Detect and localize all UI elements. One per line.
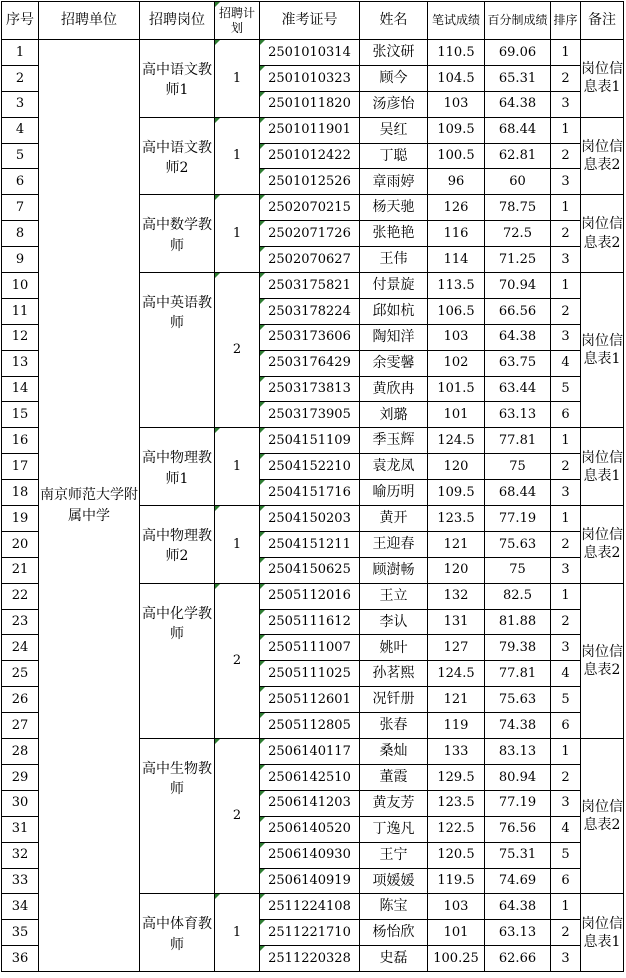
percent-cell: 75.63 bbox=[485, 687, 551, 713]
rank-cell: 1 bbox=[551, 506, 581, 532]
seq-cell: 32 bbox=[2, 842, 39, 868]
percent-cell: 77.81 bbox=[485, 428, 551, 454]
seq-cell: 15 bbox=[2, 402, 39, 428]
post-cell: 高中生物教师 bbox=[140, 739, 215, 894]
seq-cell: 31 bbox=[2, 816, 39, 842]
ticket-cell: 2504150625 bbox=[260, 557, 360, 583]
ticket-cell: 2501011901 bbox=[260, 117, 360, 143]
header-seq: 序号 bbox=[2, 2, 39, 40]
percent-cell: 75 bbox=[485, 557, 551, 583]
written-cell: 109.5 bbox=[428, 117, 485, 143]
written-cell: 114 bbox=[428, 247, 485, 273]
ticket-cell: 2506140117 bbox=[260, 739, 360, 765]
percent-cell: 63.44 bbox=[485, 376, 551, 402]
ticket-cell: 2503176429 bbox=[260, 350, 360, 376]
rank-cell: 6 bbox=[551, 713, 581, 739]
ticket-cell: 2506142510 bbox=[260, 764, 360, 790]
name-cell: 丁聪 bbox=[360, 143, 428, 169]
written-cell: 100.25 bbox=[428, 946, 485, 972]
header-rank: 排序 bbox=[551, 2, 581, 40]
rank-cell: 5 bbox=[551, 376, 581, 402]
ticket-cell: 2505112016 bbox=[260, 583, 360, 609]
plan-cell: 2 bbox=[215, 273, 260, 428]
written-cell: 119 bbox=[428, 713, 485, 739]
header-plan: 招聘计划 bbox=[215, 2, 260, 40]
note-cell: 岗位信息表1 bbox=[581, 273, 624, 428]
seq-cell: 8 bbox=[2, 221, 39, 247]
seq-cell: 20 bbox=[2, 531, 39, 557]
header-unit: 招聘单位 bbox=[39, 2, 140, 40]
percent-cell: 75.31 bbox=[485, 842, 551, 868]
percent-cell: 79.38 bbox=[485, 635, 551, 661]
note-cell: 岗位信息表2 bbox=[581, 583, 624, 738]
seq-cell: 25 bbox=[2, 661, 39, 687]
name-cell: 邱如杭 bbox=[360, 298, 428, 324]
written-cell: 101 bbox=[428, 920, 485, 946]
seq-cell: 6 bbox=[2, 169, 39, 195]
rank-cell: 3 bbox=[551, 169, 581, 195]
rank-cell: 2 bbox=[551, 221, 581, 247]
ticket-cell: 2502070215 bbox=[260, 195, 360, 221]
written-cell: 122.5 bbox=[428, 816, 485, 842]
name-cell: 张艳艳 bbox=[360, 221, 428, 247]
header-note: 备注 bbox=[581, 2, 624, 40]
rank-cell: 2 bbox=[551, 143, 581, 169]
seq-cell: 19 bbox=[2, 506, 39, 532]
written-cell: 113.5 bbox=[428, 273, 485, 299]
written-cell: 101.5 bbox=[428, 376, 485, 402]
seq-cell: 27 bbox=[2, 713, 39, 739]
percent-cell: 62.81 bbox=[485, 143, 551, 169]
name-cell: 王伟 bbox=[360, 247, 428, 273]
written-cell: 103 bbox=[428, 324, 485, 350]
seq-cell: 24 bbox=[2, 635, 39, 661]
rank-cell: 1 bbox=[551, 428, 581, 454]
seq-cell: 29 bbox=[2, 764, 39, 790]
post-cell: 高中物理教师2 bbox=[140, 506, 215, 584]
ticket-cell: 2504151716 bbox=[260, 480, 360, 506]
name-cell: 杨怡欣 bbox=[360, 920, 428, 946]
plan-cell: 1 bbox=[215, 40, 260, 118]
plan-cell: 1 bbox=[215, 428, 260, 506]
seq-cell: 14 bbox=[2, 376, 39, 402]
ticket-cell: 2502070627 bbox=[260, 247, 360, 273]
written-cell: 103 bbox=[428, 91, 485, 117]
note-cell: 岗位信息表1 bbox=[581, 40, 624, 118]
rank-cell: 3 bbox=[551, 557, 581, 583]
written-cell: 120.5 bbox=[428, 842, 485, 868]
name-cell: 王迎春 bbox=[360, 531, 428, 557]
rank-cell: 4 bbox=[551, 816, 581, 842]
post-cell: 高中体育教师 bbox=[140, 894, 215, 972]
written-cell: 123.5 bbox=[428, 790, 485, 816]
name-cell: 黄欣冉 bbox=[360, 376, 428, 402]
header-row bbox=[2, 2, 624, 40]
rank-cell: 6 bbox=[551, 868, 581, 894]
percent-cell: 70.94 bbox=[485, 273, 551, 299]
rank-cell: 4 bbox=[551, 350, 581, 376]
header-ticket: 准考证号 bbox=[260, 2, 360, 40]
plan-cell: 2 bbox=[215, 583, 260, 738]
percent-cell: 65.31 bbox=[485, 65, 551, 91]
percent-cell: 77.19 bbox=[485, 790, 551, 816]
name-cell: 董霞 bbox=[360, 764, 428, 790]
percent-cell: 64.38 bbox=[485, 91, 551, 117]
name-cell: 顾今 bbox=[360, 65, 428, 91]
written-cell: 126 bbox=[428, 195, 485, 221]
ticket-cell: 2504152210 bbox=[260, 454, 360, 480]
plan-cell: 2 bbox=[215, 739, 260, 894]
note-cell: 岗位信息表1 bbox=[581, 894, 624, 972]
written-cell: 120 bbox=[428, 557, 485, 583]
ticket-cell: 2506140919 bbox=[260, 868, 360, 894]
ticket-cell: 2502071726 bbox=[260, 221, 360, 247]
seq-cell: 17 bbox=[2, 454, 39, 480]
ticket-cell: 2504150203 bbox=[260, 506, 360, 532]
name-cell: 付景旋 bbox=[360, 273, 428, 299]
name-cell: 杨天驰 bbox=[360, 195, 428, 221]
percent-cell: 63.75 bbox=[485, 350, 551, 376]
percent-cell: 72.5 bbox=[485, 221, 551, 247]
written-cell: 110.5 bbox=[428, 40, 485, 66]
rank-cell: 3 bbox=[551, 790, 581, 816]
ticket-cell: 2506140930 bbox=[260, 842, 360, 868]
percent-cell: 62.66 bbox=[485, 946, 551, 972]
percent-cell: 77.81 bbox=[485, 661, 551, 687]
rank-cell: 1 bbox=[551, 40, 581, 66]
ticket-cell: 2503173606 bbox=[260, 324, 360, 350]
seq-cell: 22 bbox=[2, 583, 39, 609]
written-cell: 119.5 bbox=[428, 868, 485, 894]
seq-cell: 35 bbox=[2, 920, 39, 946]
seq-cell: 3 bbox=[2, 91, 39, 117]
name-cell: 余雯馨 bbox=[360, 350, 428, 376]
rank-cell: 6 bbox=[551, 402, 581, 428]
plan-cell: 1 bbox=[215, 894, 260, 972]
percent-cell: 74.69 bbox=[485, 868, 551, 894]
seq-cell: 1 bbox=[2, 40, 39, 66]
rank-cell: 3 bbox=[551, 946, 581, 972]
rank-cell: 3 bbox=[551, 91, 581, 117]
ticket-cell: 2503173813 bbox=[260, 376, 360, 402]
ticket-cell: 2504151109 bbox=[260, 428, 360, 454]
written-cell: 124.5 bbox=[428, 661, 485, 687]
seq-cell: 2 bbox=[2, 65, 39, 91]
written-cell: 121 bbox=[428, 531, 485, 557]
ticket-cell: 2501010323 bbox=[260, 65, 360, 91]
plan-cell: 1 bbox=[215, 506, 260, 584]
written-cell: 127 bbox=[428, 635, 485, 661]
plan-cell: 1 bbox=[215, 117, 260, 195]
percent-cell: 75.63 bbox=[485, 531, 551, 557]
ticket-cell: 2506141203 bbox=[260, 790, 360, 816]
percent-cell: 63.13 bbox=[485, 402, 551, 428]
rank-cell: 1 bbox=[551, 583, 581, 609]
ticket-cell: 2511221710 bbox=[260, 920, 360, 946]
seq-cell: 21 bbox=[2, 557, 39, 583]
seq-cell: 9 bbox=[2, 247, 39, 273]
name-cell: 姚叶 bbox=[360, 635, 428, 661]
written-cell: 96 bbox=[428, 169, 485, 195]
plan-cell: 1 bbox=[215, 195, 260, 273]
percent-cell: 64.38 bbox=[485, 894, 551, 920]
written-cell: 109.5 bbox=[428, 480, 485, 506]
table-row bbox=[2, 40, 624, 66]
rank-cell: 3 bbox=[551, 324, 581, 350]
ticket-cell: 2503178224 bbox=[260, 298, 360, 324]
note-cell: 岗位信息表2 bbox=[581, 506, 624, 584]
rank-cell: 2 bbox=[551, 298, 581, 324]
ticket-cell: 2506140520 bbox=[260, 816, 360, 842]
percent-cell: 80.94 bbox=[485, 764, 551, 790]
written-cell: 101 bbox=[428, 402, 485, 428]
rank-cell: 3 bbox=[551, 247, 581, 273]
ticket-cell: 2505111025 bbox=[260, 661, 360, 687]
seq-cell: 30 bbox=[2, 790, 39, 816]
rank-cell: 1 bbox=[551, 894, 581, 920]
name-cell: 袁龙凤 bbox=[360, 454, 428, 480]
percent-cell: 75 bbox=[485, 454, 551, 480]
name-cell: 况钎册 bbox=[360, 687, 428, 713]
written-cell: 129.5 bbox=[428, 764, 485, 790]
percent-cell: 63.13 bbox=[485, 920, 551, 946]
written-cell: 124.5 bbox=[428, 428, 485, 454]
name-cell: 项媛媛 bbox=[360, 868, 428, 894]
percent-cell: 77.19 bbox=[485, 506, 551, 532]
percent-cell: 68.44 bbox=[485, 117, 551, 143]
percent-cell: 71.25 bbox=[485, 247, 551, 273]
written-cell: 133 bbox=[428, 739, 485, 765]
percent-cell: 81.88 bbox=[485, 609, 551, 635]
ticket-cell: 2504151211 bbox=[260, 531, 360, 557]
percent-cell: 69.06 bbox=[485, 40, 551, 66]
name-cell: 孙茗熙 bbox=[360, 661, 428, 687]
ticket-cell: 2501012526 bbox=[260, 169, 360, 195]
ticket-cell: 2505111007 bbox=[260, 635, 360, 661]
percent-cell: 68.44 bbox=[485, 480, 551, 506]
ticket-cell: 2503175821 bbox=[260, 273, 360, 299]
seq-cell: 18 bbox=[2, 480, 39, 506]
seq-cell: 23 bbox=[2, 609, 39, 635]
rank-cell: 4 bbox=[551, 661, 581, 687]
note-cell: 岗位信息表1 bbox=[581, 428, 624, 506]
ticket-cell: 2511224108 bbox=[260, 894, 360, 920]
rank-cell: 1 bbox=[551, 273, 581, 299]
post-cell: 高中物理教师1 bbox=[140, 428, 215, 506]
written-cell: 100.5 bbox=[428, 143, 485, 169]
rank-cell: 2 bbox=[551, 609, 581, 635]
written-cell: 103 bbox=[428, 894, 485, 920]
written-cell: 104.5 bbox=[428, 65, 485, 91]
percent-cell: 78.75 bbox=[485, 195, 551, 221]
name-cell: 史磊 bbox=[360, 946, 428, 972]
name-cell: 陈宝 bbox=[360, 894, 428, 920]
name-cell: 张春 bbox=[360, 713, 428, 739]
note-cell: 岗位信息表2 bbox=[581, 117, 624, 195]
seq-cell: 33 bbox=[2, 868, 39, 894]
rank-cell: 1 bbox=[551, 195, 581, 221]
percent-cell: 82.5 bbox=[485, 583, 551, 609]
seq-cell: 13 bbox=[2, 350, 39, 376]
seq-cell: 11 bbox=[2, 298, 39, 324]
name-cell: 顾澍畅 bbox=[360, 557, 428, 583]
name-cell: 王宁 bbox=[360, 842, 428, 868]
header-name: 姓名 bbox=[360, 2, 428, 40]
rank-cell: 1 bbox=[551, 117, 581, 143]
name-cell: 王立 bbox=[360, 583, 428, 609]
seq-cell: 4 bbox=[2, 117, 39, 143]
rank-cell: 5 bbox=[551, 842, 581, 868]
written-cell: 131 bbox=[428, 609, 485, 635]
ticket-cell: 2511220328 bbox=[260, 946, 360, 972]
seq-cell: 16 bbox=[2, 428, 39, 454]
rank-cell: 1 bbox=[551, 739, 581, 765]
ticket-cell: 2505111612 bbox=[260, 609, 360, 635]
rank-cell: 3 bbox=[551, 635, 581, 661]
seq-cell: 36 bbox=[2, 946, 39, 972]
written-cell: 121 bbox=[428, 687, 485, 713]
percent-cell: 64.38 bbox=[485, 324, 551, 350]
header-post: 招聘岗位 bbox=[140, 2, 215, 40]
written-cell: 123.5 bbox=[428, 506, 485, 532]
post-cell: 高中英语教师 bbox=[140, 273, 215, 428]
name-cell: 陶知洋 bbox=[360, 324, 428, 350]
name-cell: 章雨婷 bbox=[360, 169, 428, 195]
post-cell: 高中语文教师2 bbox=[140, 117, 215, 195]
score-table bbox=[1, 1, 624, 972]
rank-cell: 5 bbox=[551, 687, 581, 713]
seq-cell: 7 bbox=[2, 195, 39, 221]
seq-cell: 26 bbox=[2, 687, 39, 713]
name-cell: 吴红 bbox=[360, 117, 428, 143]
ticket-cell: 2505112805 bbox=[260, 713, 360, 739]
name-cell: 李认 bbox=[360, 609, 428, 635]
name-cell: 张汶研 bbox=[360, 40, 428, 66]
ticket-cell: 2503173905 bbox=[260, 402, 360, 428]
rank-cell: 2 bbox=[551, 920, 581, 946]
name-cell: 丁逸凡 bbox=[360, 816, 428, 842]
percent-cell: 74.38 bbox=[485, 713, 551, 739]
rank-cell: 2 bbox=[551, 65, 581, 91]
name-cell: 黄开 bbox=[360, 506, 428, 532]
name-cell: 桑灿 bbox=[360, 739, 428, 765]
percent-cell: 76.56 bbox=[485, 816, 551, 842]
note-cell: 岗位信息表2 bbox=[581, 195, 624, 273]
ticket-cell: 2501010314 bbox=[260, 40, 360, 66]
written-cell: 102 bbox=[428, 350, 485, 376]
name-cell: 季玉辉 bbox=[360, 428, 428, 454]
seq-cell: 28 bbox=[2, 739, 39, 765]
table-body bbox=[2, 40, 624, 972]
name-cell: 黄友芳 bbox=[360, 790, 428, 816]
rank-cell: 2 bbox=[551, 454, 581, 480]
ticket-cell: 2501011820 bbox=[260, 91, 360, 117]
post-cell: 高中化学教师 bbox=[140, 583, 215, 738]
percent-cell: 60 bbox=[485, 169, 551, 195]
unit-cell: 南京师范大学附属中学 bbox=[39, 40, 140, 972]
percent-cell: 66.56 bbox=[485, 298, 551, 324]
seq-cell: 5 bbox=[2, 143, 39, 169]
written-cell: 116 bbox=[428, 221, 485, 247]
header-written: 笔试成绩 bbox=[428, 2, 485, 40]
name-cell: 汤彦怡 bbox=[360, 91, 428, 117]
seq-cell: 34 bbox=[2, 894, 39, 920]
written-cell: 106.5 bbox=[428, 298, 485, 324]
ticket-cell: 2501012422 bbox=[260, 143, 360, 169]
post-cell: 高中数学教师 bbox=[140, 195, 215, 273]
rank-cell: 2 bbox=[551, 531, 581, 557]
name-cell: 刘璐 bbox=[360, 402, 428, 428]
note-cell: 岗位信息表2 bbox=[581, 739, 624, 894]
seq-cell: 12 bbox=[2, 324, 39, 350]
percent-cell: 83.13 bbox=[485, 739, 551, 765]
header-percent: 百分制成绩 bbox=[485, 2, 551, 40]
rank-cell: 3 bbox=[551, 480, 581, 506]
post-cell: 高中语文教师1 bbox=[140, 40, 215, 118]
written-cell: 120 bbox=[428, 454, 485, 480]
written-cell: 132 bbox=[428, 583, 485, 609]
name-cell: 喻历明 bbox=[360, 480, 428, 506]
ticket-cell: 2505112601 bbox=[260, 687, 360, 713]
seq-cell: 10 bbox=[2, 273, 39, 299]
rank-cell: 2 bbox=[551, 764, 581, 790]
